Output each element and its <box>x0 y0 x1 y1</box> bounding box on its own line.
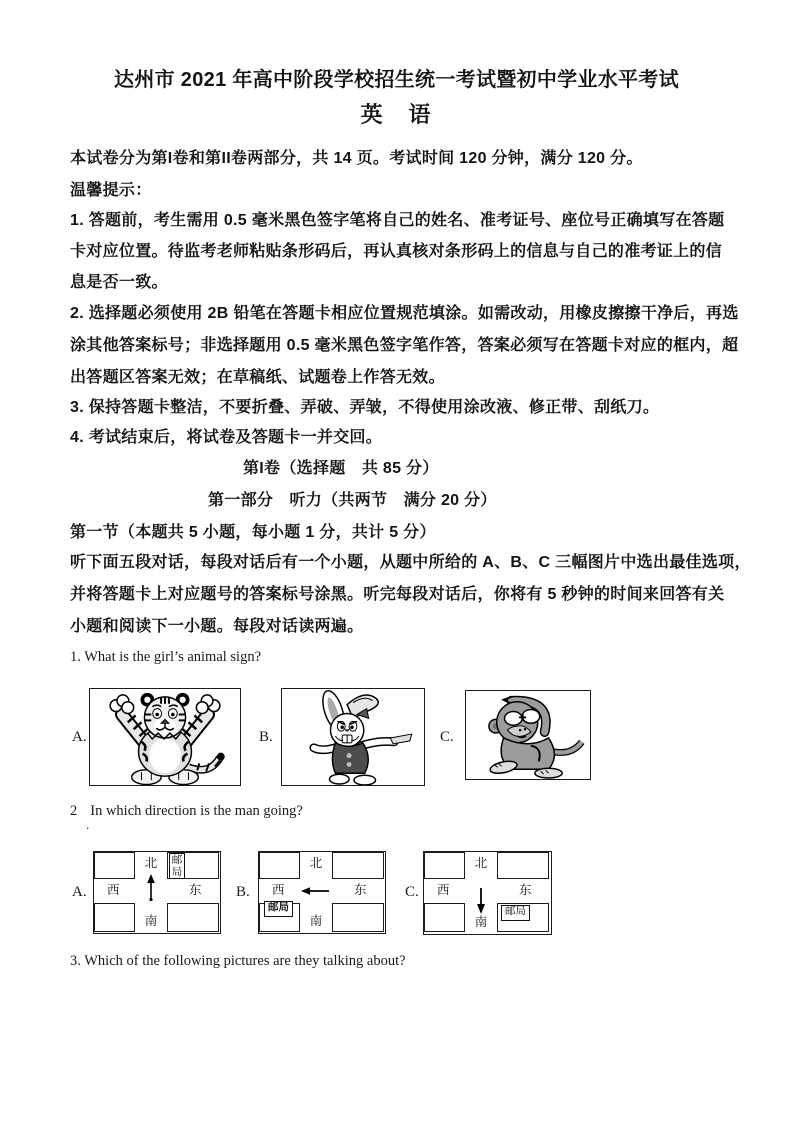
monkey-illustration <box>466 691 590 779</box>
option-c-label: C. <box>405 884 419 900</box>
notice3-line: 3. 保持答题卡整洁，不要折叠、弄破、弄皱，不得使用涂改液、修正带、刮纸刀。 <box>70 399 660 416</box>
east-label: 东 <box>189 883 202 897</box>
rabbit-illustration <box>282 689 424 785</box>
block <box>332 852 384 879</box>
question-3-text: 3. Which of the following pictures are they talking about? <box>70 953 406 969</box>
notice2-line: 涂其他答案标号；非选择题用 0.5 毫米黑色签字笔作答，答案必须写在答题卡对应的框内，超 <box>70 337 739 354</box>
question-1-text: 1. What is the girl’s animal sign? <box>70 649 262 665</box>
block <box>497 852 549 879</box>
option-b-label: B. <box>236 884 250 900</box>
question-2-body: In which direction is the man going? <box>90 803 303 819</box>
question-2-number: 2 <box>70 803 78 819</box>
down-arrow-icon <box>476 887 486 914</box>
post-office-label: 邮局 <box>264 901 293 917</box>
block <box>332 903 384 932</box>
block <box>424 903 465 932</box>
option-a-label: A. <box>72 729 87 745</box>
notice1-line: 息是否一致。 <box>70 274 168 291</box>
south-label: 南 <box>474 915 488 929</box>
notice1-line: 卡对应位置。待监考老师粘贴条形码后，再认真核对条形码上的信息与自己的准考证上的信 <box>70 243 723 260</box>
volume1-header: 第I卷（选择题 共 85 分） <box>243 460 439 477</box>
question-2-text <box>70 802 303 820</box>
north-label: 北 <box>309 856 323 870</box>
listening-instructions-line: 小题和阅读下一小题。每段对话读两遍。 <box>70 618 364 635</box>
block <box>167 903 219 932</box>
up-arrow-icon <box>146 874 156 901</box>
monkey-image <box>465 690 591 780</box>
notice2-line: 2. 选择题必须使用 2B 铅笔在答题卡相应位置规范填涂。如需改动，用橡皮擦擦干净后，再选 <box>70 305 739 322</box>
part1-header: 第一部分 听力（共两节 满分 20 分） <box>208 492 497 509</box>
block <box>424 852 465 879</box>
west-label: 西 <box>437 883 450 897</box>
south-label: 南 <box>144 914 158 928</box>
crossroads-diagram-c <box>423 851 552 935</box>
option-c-label: C. <box>440 729 454 745</box>
listening-instructions-line: 听下面五段对话，每段对话后有一个小题，从题中所给的 A、B、C 三幅图片中选出最佳选项， <box>70 554 751 571</box>
east-label: 东 <box>519 883 532 897</box>
east-label: 东 <box>354 883 367 897</box>
west-label: 西 <box>272 883 285 897</box>
tiger-image <box>89 688 241 786</box>
tiger-illustration <box>90 689 240 785</box>
exam-title: 达州市 2021 年高中阶段学校招生统一考试暨初中学业水平考试 <box>114 69 679 91</box>
section1-header: 第一节（本题共 5 小题，每小题 1 分，共计 5 分） <box>70 524 436 541</box>
crossroads-diagram-a <box>93 851 221 934</box>
post-office-label: 邮局 <box>501 905 530 921</box>
subject-title: 英 语 <box>360 102 433 127</box>
north-label: 北 <box>144 856 158 870</box>
south-label: 南 <box>309 914 323 928</box>
notice1-line: 1. 答题前，考生需用 0.5 毫米黑色签字笔将自己的姓名、准考证号、座位号正确填写在答题 <box>70 212 725 229</box>
notice-heading: 温馨提示： <box>70 182 152 199</box>
block <box>94 903 135 932</box>
stray-mark: . <box>86 817 90 832</box>
block <box>94 852 135 879</box>
notice4-line: 4. 考试结束后，将试卷及答题卡一并交回。 <box>70 429 383 446</box>
west-label: 西 <box>107 883 120 897</box>
crossroads-diagram-b <box>258 851 386 934</box>
listening-instructions-line: 并将答题卡上对应题号的答案标号涂黑。听完每段对话后，你将有 5 秒钟的时间来回答有关 <box>70 586 725 603</box>
left-arrow-icon <box>301 886 331 896</box>
option-b-label: B. <box>259 729 273 745</box>
paper-summary: 本试卷分为第I卷和第II卷两部分，共 14 页。考试时间 120 分钟，满分 120 分。 <box>70 150 643 167</box>
notice2-line: 出答题区答案无效；在草稿纸、试题卷上作答无效。 <box>70 369 445 386</box>
north-label: 北 <box>474 856 488 870</box>
post-office-label: 邮局 <box>169 853 185 879</box>
option-a-label: A. <box>72 884 87 900</box>
block <box>259 852 300 879</box>
rabbit-image <box>281 688 425 786</box>
